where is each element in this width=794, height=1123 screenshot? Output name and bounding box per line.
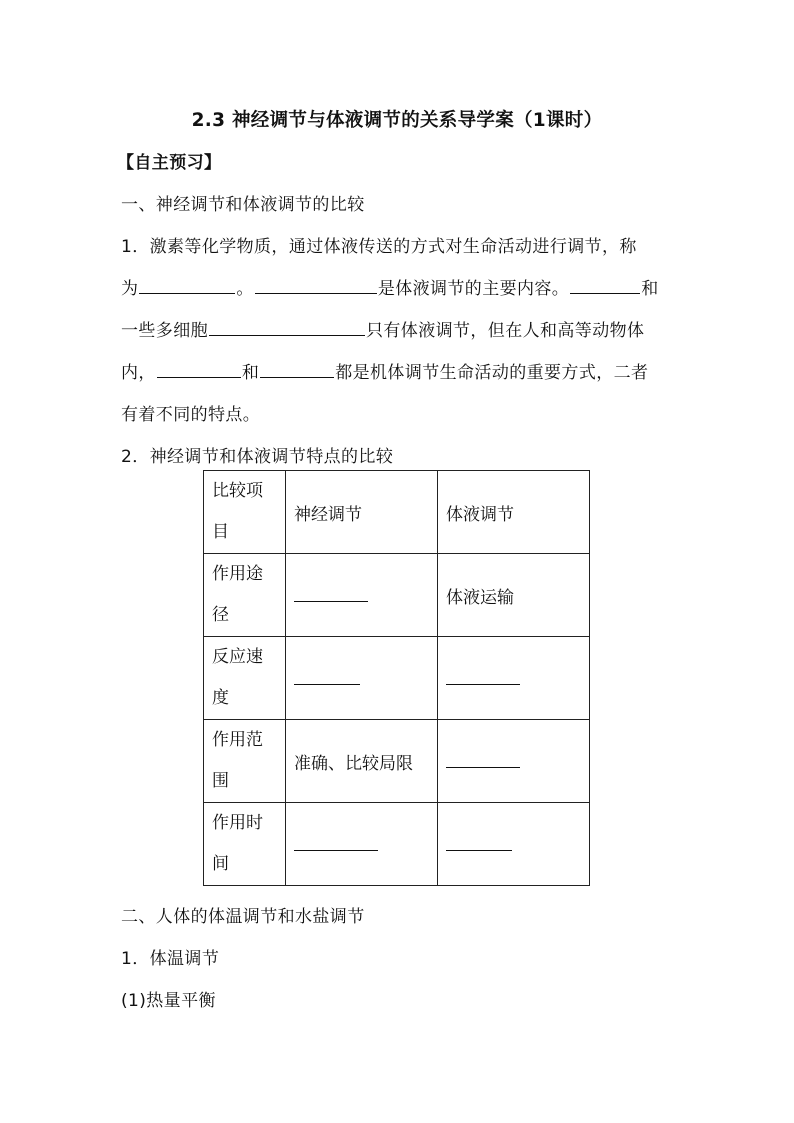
paragraph-line-3 [121,316,644,341]
humoral-cell[interactable] [438,637,590,720]
fill-blank[interactable] [294,842,378,851]
page-title: 2.3 神经调节与体液调节的关系导学案（1课时） [191,110,603,131]
text-segment: 内， [121,363,156,383]
text-segment: 。 [236,279,254,299]
neural-cell[interactable] [286,637,438,720]
table-row [204,803,590,886]
text-segment: 为 [121,279,139,299]
fill-blank[interactable] [446,759,520,768]
text-segment: 一些多细胞 [121,321,208,341]
table-row [204,554,590,637]
table-header-row [204,471,590,554]
heading-comparison: 一、神经调节和体液调节的比较 [121,195,365,215]
row-label: 作用范围 [204,720,286,803]
fill-blank[interactable] [209,318,365,336]
neural-cell[interactable] [286,554,438,637]
row-label: 作用途径 [204,554,286,637]
section-label: 【自主预习】 [117,153,222,173]
header-cell: 比较项目 [204,471,286,554]
paragraph-line-1: 1．激素等化学物质，通过体液传送的方式对生命活动进行调节，称 [121,237,637,257]
humoral-cell[interactable] [438,803,590,886]
fill-blank[interactable] [139,276,235,294]
fill-blank[interactable] [157,360,241,378]
fill-blank[interactable] [570,276,640,294]
row-label: 反应速度 [204,637,286,720]
humoral-cell[interactable] [438,720,590,803]
text-segment: 都是机体调节生命活动的重要方式，二者 [335,363,649,383]
neural-cell[interactable] [286,803,438,886]
paragraph-line-2 [121,274,659,299]
table-row [204,720,590,803]
text-segment: 只有体液调节，但在人和高等动物体 [366,321,645,341]
neural-cell: 准确、比较局限 [286,720,438,803]
fill-blank[interactable] [260,360,334,378]
fill-blank[interactable] [255,276,377,294]
paragraph-line-4 [121,358,648,383]
fill-blank[interactable] [446,676,520,685]
humoral-cell: 体液运输 [438,554,590,637]
header-cell: 体液调节 [438,471,590,554]
comparison-table [203,470,590,886]
table-row [204,637,590,720]
fill-blank[interactable] [294,593,368,602]
text-segment: 和 [641,279,659,299]
subheading-heat-balance: (1)热量平衡 [121,991,216,1011]
fill-blank[interactable] [294,676,360,685]
header-cell: 神经调节 [286,471,438,554]
row-label: 作用时间 [204,803,286,886]
item-2-heading: 2．神经调节和体液调节特点的比较 [121,447,394,467]
paragraph-line-5: 有着不同的特点。 [121,405,261,425]
fill-blank[interactable] [446,842,512,851]
heading-regulation: 二、人体的体温调节和水盐调节 [121,907,365,927]
subheading-temperature: 1．体温调节 [121,949,220,969]
text-segment: 和 [241,363,260,383]
text-segment: 是体液调节的主要内容。 [377,279,570,299]
